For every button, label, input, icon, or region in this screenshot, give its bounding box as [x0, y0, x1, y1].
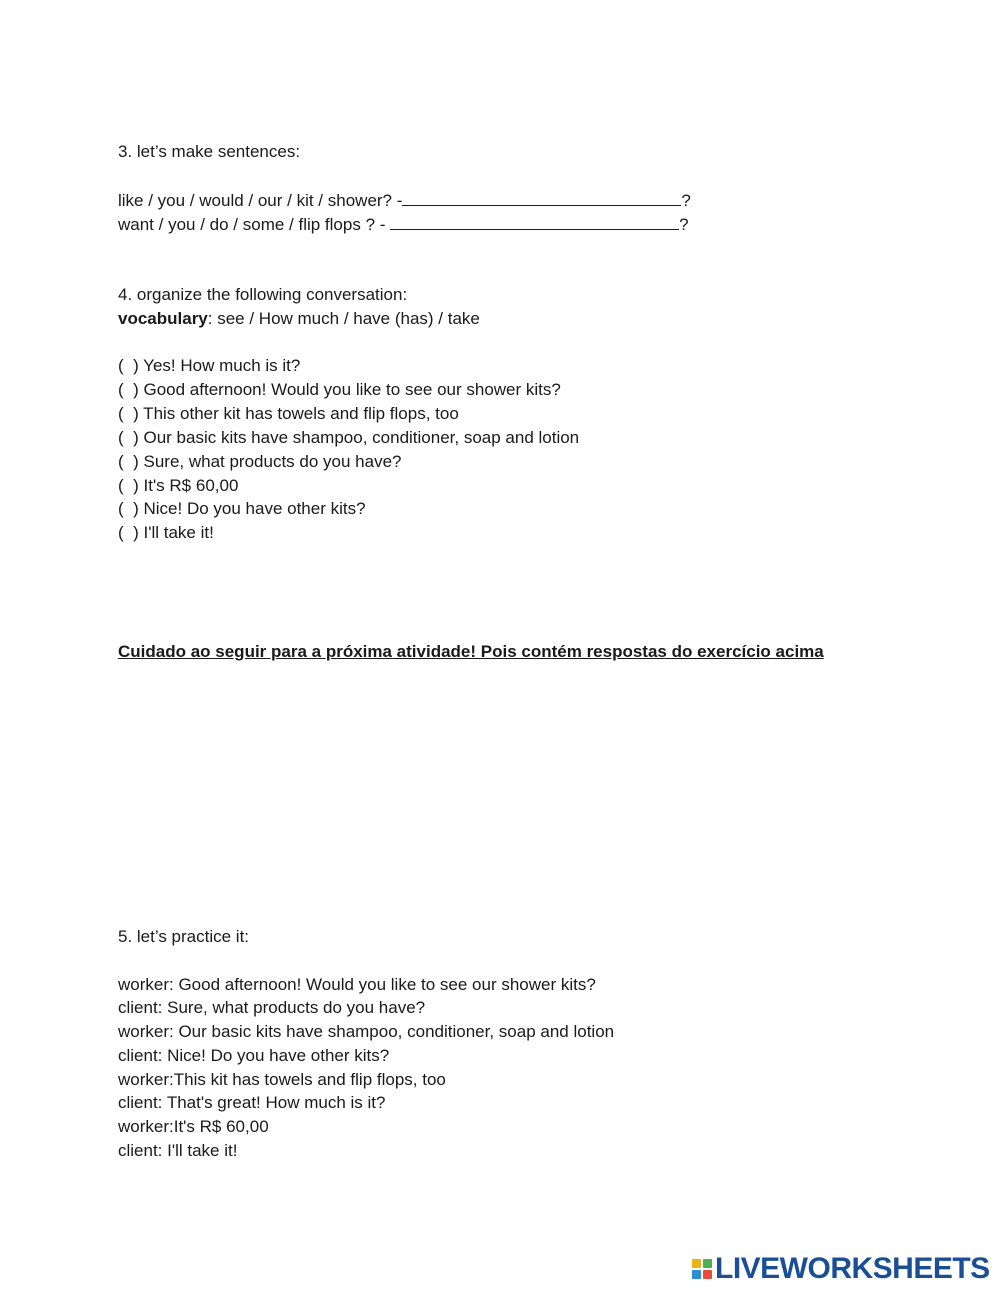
dialogue-line: worker: Good afternoon! Would you like to see our shower kits?	[118, 975, 596, 994]
logo-square	[692, 1270, 701, 1279]
sentence-end: ?	[681, 191, 691, 210]
sentence-prompt: like / you / would / our / kit / shower? -	[118, 191, 403, 210]
logo-text: LIVEWORKSHEETS	[715, 1252, 990, 1285]
conversation-option: ( ) Sure, what products do you have?	[118, 452, 402, 471]
sentence-item-2	[118, 214, 689, 235]
logo-square	[703, 1270, 712, 1279]
dialogue-line: worker:This kit has towels and flip flops, too	[118, 1070, 446, 1089]
section4-heading: 4. organize the following conversation:	[118, 285, 408, 304]
dialogue-line: client: Sure, what products do you have?	[118, 998, 426, 1017]
dialogue-line: worker:It's R$ 60,00	[118, 1117, 269, 1136]
answer-blank-2[interactable]	[390, 214, 679, 230]
logo-square	[703, 1259, 712, 1268]
sentence-prompt: want / you / do / some / flip flops ? -	[118, 215, 391, 234]
vocabulary-text: : see / How much / have (has) / take	[207, 309, 480, 328]
dialogue-line: client: Nice! Do you have other kits?	[118, 1046, 390, 1065]
liveworksheets-logo	[692, 1254, 990, 1284]
conversation-option: ( ) It's R$ 60,00	[118, 476, 239, 495]
sentence-item-1	[118, 190, 691, 211]
vocabulary-label: vocabulary	[118, 309, 208, 328]
spoiler-warning: Cuidado ao seguir para a próxima atividade! Pois contém respostas do exercício acima	[118, 642, 824, 661]
logo-square	[692, 1259, 701, 1268]
sentence-end: ?	[679, 215, 689, 234]
dialogue-line: worker: Our basic kits have shampoo, conditioner, soap and lotion	[118, 1022, 615, 1041]
logo-mark-icon	[692, 1259, 712, 1279]
vocabulary-line	[118, 309, 480, 329]
dialogue-line: client: I'll take it!	[118, 1141, 238, 1160]
dialogue-line: client: That's great! How much is it?	[118, 1093, 386, 1112]
conversation-option: ( ) Nice! Do you have other kits?	[118, 499, 366, 518]
conversation-option: ( ) Yes! How much is it?	[118, 356, 301, 375]
answer-blank-1[interactable]	[402, 190, 681, 206]
conversation-option: ( ) Good afternoon! Would you like to see our shower kits?	[118, 380, 561, 399]
section5-heading: 5. let’s practice it:	[118, 927, 250, 946]
section3-heading: 3. let’s make sentences:	[118, 142, 301, 161]
conversation-option: ( ) Our basic kits have shampoo, conditioner, soap and lotion	[118, 428, 580, 447]
conversation-option: ( ) This other kit has towels and flip flops, too	[118, 404, 459, 423]
conversation-option: ( ) I'll take it!	[118, 523, 214, 542]
